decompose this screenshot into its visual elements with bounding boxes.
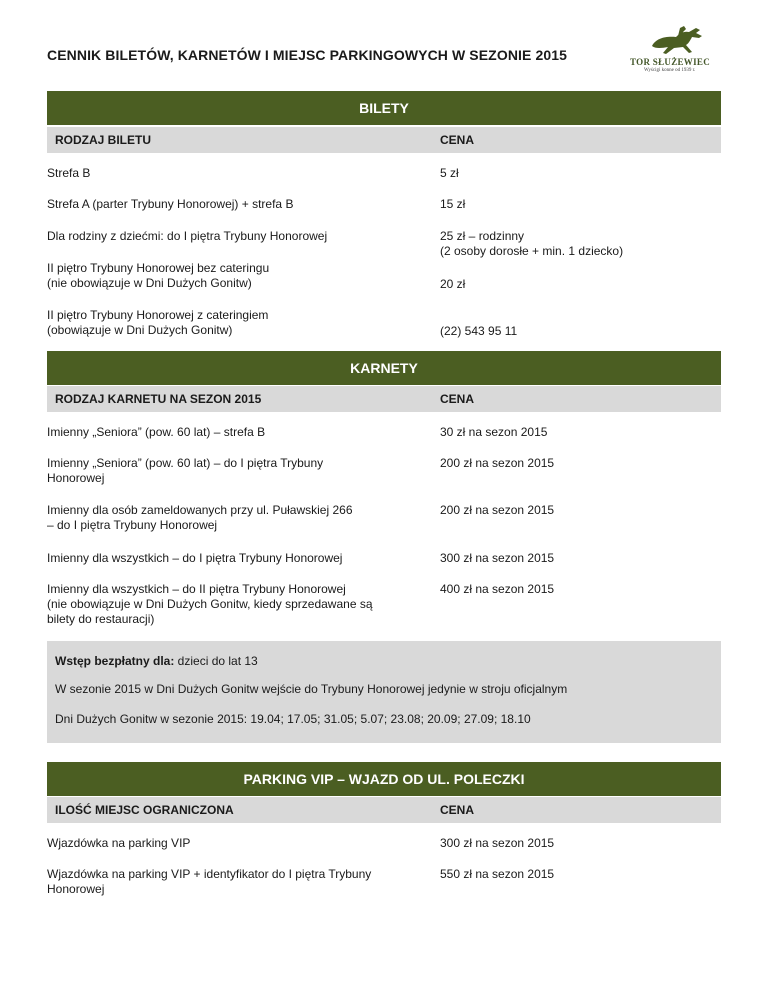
parking-row-name: Wjazdówka na parking VIP	[47, 836, 191, 850]
karnety-row-price: 400 zł na sezon 2015	[440, 582, 555, 596]
tor-sluzewiec-logo	[628, 24, 728, 80]
parking-row-price: 300 zł na sezon 2015	[440, 836, 555, 850]
free-entry-note	[55, 654, 258, 669]
parking-row-name: Wjazdówka na parking VIP + identyfikator do I piętra Trybuny Honorowej	[47, 867, 372, 896]
karnety-row-name: Imienny dla osób zameldowanych przy ul. Puławskiej 266 – do I piętra Trybuny Honorowej	[47, 503, 353, 532]
karnety-row-price: 200 zł na sezon 2015	[440, 503, 555, 517]
bilety-row-price: (22) 543 95 11	[440, 324, 518, 338]
karnety-row-name: Imienny „Seniora” (pow. 60 lat) – do I piętra Trybuny Honorowej	[47, 456, 324, 485]
karnety-section-header: KARNETY	[47, 351, 721, 385]
parking-col-type: ILOŚĆ MIEJSC OGRANICZONA	[55, 803, 234, 817]
bilety-row-price: 15 zł	[440, 197, 466, 211]
bilety-col-type: RODZAJ BILETU	[55, 133, 151, 147]
karnety-row-name: Imienny „Seniora” (pow. 60 lat) – strefa B	[47, 425, 266, 439]
bilety-section-header: BILETY	[47, 91, 721, 125]
karnety-row-price: 200 zł na sezon 2015	[440, 456, 555, 470]
logo-tagline: Wyścigi konne od 1939 r.	[644, 68, 696, 73]
info-box	[47, 641, 721, 743]
free-entry-label: Wstęp bezpłatny dla:	[55, 654, 175, 668]
karnety-col-type: RODZAJ KARNETU NA SEZON 2015	[55, 392, 262, 406]
bilety-row-price: 20 zł	[440, 277, 466, 291]
karnety-col-price: CENA	[440, 392, 475, 406]
karnety-row-price: 30 zł na sezon 2015	[440, 425, 548, 439]
karnety-column-header	[47, 386, 721, 412]
bilety-row-price: 25 zł – rodzinny (2 osoby dorosłe + min. 1 dziecko)	[440, 229, 624, 258]
karnety-row-name: Imienny dla wszystkich – do I piętra Trybuny Honorowej	[47, 551, 343, 565]
parking-column-header	[47, 797, 721, 823]
bilety-row-name: Strefa B	[47, 166, 91, 180]
bilety-col-price: CENA	[440, 133, 475, 147]
parking-col-price: CENA	[440, 803, 475, 817]
race-days-note: Dni Dużych Gonitw w sezonie 2015: 19.04; 17.05; 31.05; 5.07; 23.08; 20.09; 27.09; 18.10	[55, 712, 531, 726]
bilety-row-price: 5 zł	[440, 166, 459, 180]
karnety-row-name: Imienny dla wszystkich – do II piętra Trybuny Honorowej (nie obowiązuje w Dni Dużych Gonitw, kiedy sprzedawane są bilety do restauracji)	[47, 582, 373, 626]
parking-section-header: PARKING VIP – WJAZD OD UL. POLECZKI	[47, 762, 721, 796]
dress-code-note: W sezonie 2015 w Dni Dużych Gonitw wejście do Trybuny Honorowej jedynie w stroju oficjalnym	[55, 682, 568, 696]
free-entry-value: dzieci do lat 13	[174, 654, 258, 668]
horse-and-jockey-icon	[642, 24, 710, 58]
bilety-row-name: II piętro Trybuny Honorowej bez cateringu (nie obowiązuje w Dni Dużych Gonitw)	[47, 261, 270, 290]
bilety-row-name: Dla rodziny z dziećmi: do I piętra Trybuny Honorowej	[47, 229, 328, 243]
karnety-row-price: 300 zł na sezon 2015	[440, 551, 555, 565]
page-title: CENNIK BILETÓW, KARNETÓW I MIEJSC PARKINGOWYCH W SEZONIE 2015	[47, 47, 567, 63]
logo-name: TOR SŁUŻEWIEC	[630, 57, 711, 67]
bilety-row-name: II piętro Trybuny Honorowej z cateringiem (obowiązuje w Dni Dużych Gonitw)	[47, 308, 269, 337]
bilety-row-name: Strefa A (parter Trybuny Honorowej) + strefa B	[47, 197, 294, 211]
bilety-column-header	[47, 127, 721, 153]
parking-row-price: 550 zł na sezon 2015	[440, 867, 555, 881]
